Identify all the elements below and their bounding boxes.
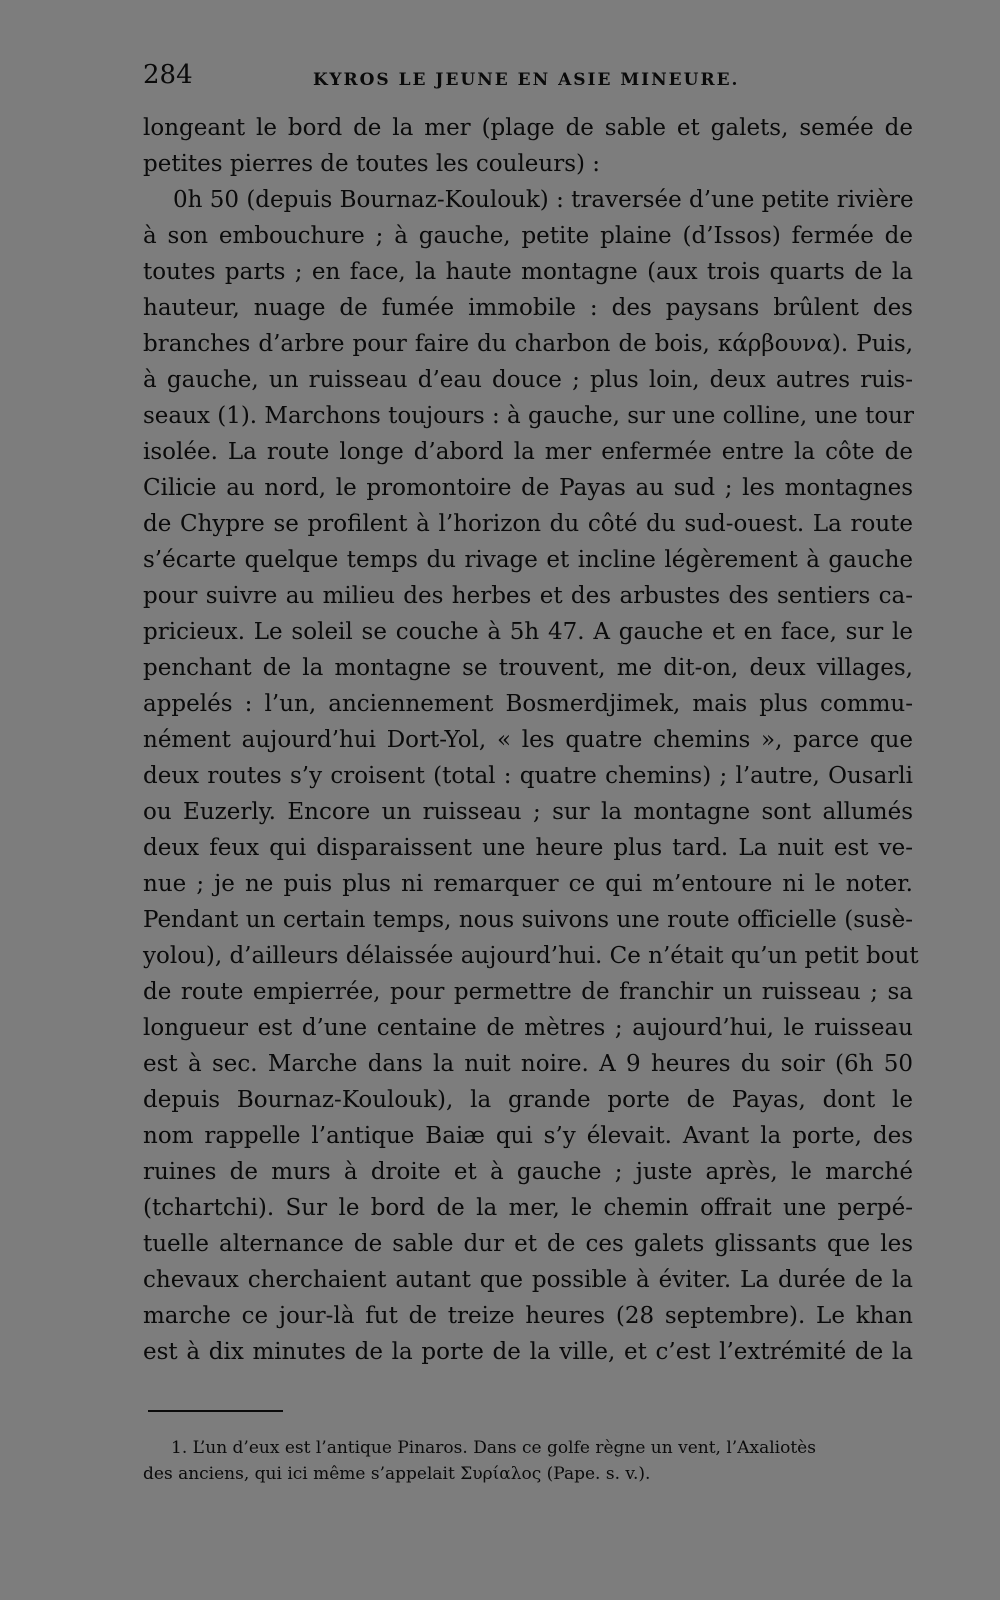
page-number: 284 <box>143 60 193 90</box>
text-line: 0h 50 (depuis Bournaz-Koulouk) : traversée d’une petite rivière <box>173 187 914 213</box>
text-line: pour suivre au milieu des herbes et des arbustes des sentiers ca- <box>143 583 913 609</box>
text-line: nément aujourd’hui Dort-Yol, « les quatre chemins », parce que <box>143 727 913 753</box>
text-line: appelés : l’un, anciennement Bosmerdjimek, mais plus commu- <box>143 691 913 717</box>
text-line: ou Euzerly. Encore un ruisseau ; sur la montagne sont allumés <box>143 799 913 825</box>
text-line: Cilicie au nord, le promontoire de Payas au sud ; les montagnes <box>143 475 913 501</box>
text-line: s’écarte quelque temps du rivage et incline légèrement à gauche <box>143 547 913 573</box>
text-line: tuelle alternance de sable dur et de ces galets glissants que les <box>143 1231 913 1257</box>
text-line: à gauche, un ruisseau d’eau douce ; plus loin, deux autres ruis- <box>143 367 913 393</box>
text-line: deux routes s’y croisent (total : quatre chemins) ; l’autre, Ousarli <box>143 763 913 789</box>
text-line: seaux (1). Marchons toujours : à gauche, sur une colline, une tour <box>143 403 914 429</box>
text-line: de Chypre se profilent à l’horizon du côté du sud-ouest. La route <box>143 511 913 537</box>
text-line: chevaux cherchaient autant que possible à éviter. La durée de la <box>143 1267 913 1293</box>
text-line: est à dix minutes de la porte de la ville, et c’est l’extrémité de la <box>143 1339 913 1365</box>
text-line: yolou), d’ailleurs délaissée aujourd’hui. Ce n’était qu’un petit bout <box>143 943 919 969</box>
running-head: KYROS LE JEUNE EN ASIE MINEURE. <box>313 70 740 90</box>
text-line: petites pierres de toutes les couleurs) : <box>143 151 601 177</box>
text-line: nue ; je ne puis plus ni remarquer ce qui m’entoure ni le noter. <box>143 871 913 897</box>
text-line: de route empierrée, pour permettre de franchir un ruisseau ; sa <box>143 979 913 1005</box>
text-line: deux feux qui disparaissent une heure plus tard. La nuit est ve- <box>143 835 913 861</box>
footnote-line: des anciens, qui ici même s’appelait Συρίαλος (Pape. s. v.). <box>143 1464 651 1484</box>
text-line: penchant de la montagne se trouvent, me dit-on, deux villages, <box>143 655 913 681</box>
footnote-rule <box>148 1410 283 1412</box>
text-line: marche ce jour-là fut de treize heures (28 septembre). Le khan <box>143 1303 913 1329</box>
footnotes <box>143 1435 913 1487</box>
text-line: longueur est d’une centaine de mètres ; aujourd’hui, le ruisseau <box>143 1015 913 1041</box>
text-line: isolée. La route longe d’abord la mer enfermée entre la côte de <box>143 439 913 465</box>
text-line: toutes parts ; en face, la haute montagne (aux trois quarts de la <box>143 259 913 285</box>
text-line: (tchartchi). Sur le bord de la mer, le chemin offrait une perpé- <box>143 1195 913 1221</box>
text-line: Pendant un certain temps, nous suivons une route officielle (susè- <box>143 907 913 933</box>
text-line: ruines de murs à droite et à gauche ; juste après, le marché <box>143 1159 913 1185</box>
text-line: longeant le bord de la mer (plage de sable et galets, semée de <box>143 115 913 141</box>
page-header <box>143 60 913 100</box>
text-line: pricieux. Le soleil se couche à 5h 47. A gauche et en face, sur le <box>143 619 913 645</box>
text-line: est à sec. Marche dans la nuit noire. A 9 heures du soir (6h 50 <box>143 1051 913 1077</box>
text-line: à son embouchure ; à gauche, petite plaine (d’Issos) fermée de <box>143 223 913 249</box>
text-line: nom rappelle l’antique Baiæ qui s’y élevait. Avant la porte, des <box>143 1123 913 1149</box>
body-text <box>143 110 919 1370</box>
text-line: depuis Bournaz-Koulouk), la grande porte de Payas, dont le <box>143 1087 913 1113</box>
footnote-line: 1. L’un d’eux est l’antique Pinaros. Dans ce golfe règne un vent, l’Axaliotès <box>171 1438 816 1458</box>
text-line: hauteur, nuage de fumée immobile : des paysans brûlent des <box>143 295 913 321</box>
text-line: branches d’arbre pour faire du charbon de bois, κάρβουνα). Puis, <box>143 331 913 357</box>
